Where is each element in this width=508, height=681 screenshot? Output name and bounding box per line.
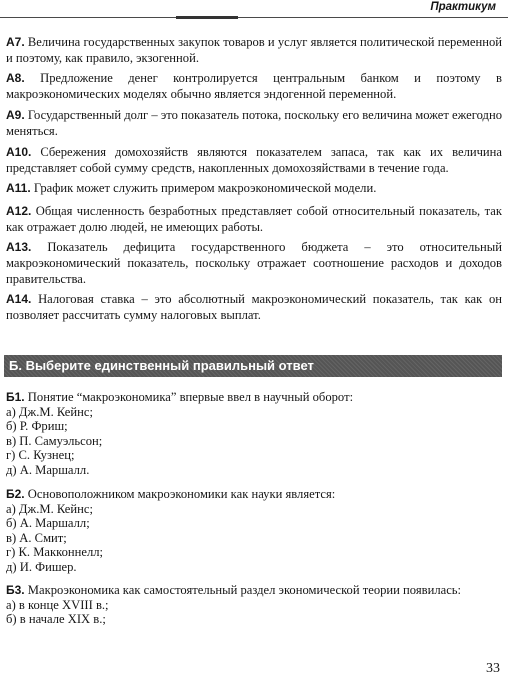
statement-text: Налоговая ставка – это абсолютный макроэкономический показатель, так как он позволяет рассчитать сумму налоговых выплат.	[6, 292, 502, 322]
statement-a10	[6, 144, 502, 176]
statement-a12	[6, 203, 502, 235]
question-text	[6, 487, 502, 502]
answer-option: б) Р. Фриш;	[6, 419, 68, 434]
statement-text: График может служить примером макроэкономической модели.	[33, 181, 377, 195]
question-stem: Макроэкономика как самостоятельный раздел экономической теории появилась:	[27, 583, 462, 597]
statement-number: A11.	[6, 181, 31, 195]
question-stem: Основоположником макроэкономики как науки является:	[27, 487, 336, 501]
answer-option: д) И. Фишер.	[6, 559, 77, 574]
answer-option: б) А. Маршалл;	[6, 516, 90, 531]
statement-a14	[6, 291, 502, 323]
statement-a7	[6, 34, 502, 66]
statement-number: A13.	[6, 240, 32, 254]
answer-option: г) К. Макконнелл;	[6, 545, 104, 560]
answer-option: а) в конце XVIII в.;	[6, 597, 109, 612]
statement-text: Показатель дефицита государственного бюджета – это относительный макроэкономический показатель, поскольку отражает соотношение расходов и доходов правительства.	[6, 240, 502, 286]
question-number: Б2.	[6, 487, 25, 501]
statement-number: A8.	[6, 71, 25, 85]
statement-text: Общая численность безработных представляет собой относительный показатель, так как отражает долю людей, не имеющих работы.	[6, 204, 502, 234]
answer-option: б) в начале XIX в.;	[6, 612, 106, 627]
statement-text: Предложение денег контролируется центральным банком и поэтому в макроэкономических моделях обычно является эндогенной переменной.	[6, 71, 502, 101]
statement-text: Сбережения домохозяйств являются показателем запаса, так как их величина представляет собой сумму средств, накопленных домохозяйствами в течение года.	[6, 145, 502, 175]
running-header-title: Практикум	[430, 1, 496, 13]
statement-number: A12.	[6, 204, 32, 218]
statement-a13	[6, 239, 502, 287]
page-number: 33	[486, 661, 500, 676]
answer-option: а) Дж.М. Кейнс;	[6, 501, 93, 516]
section-heading-band	[4, 355, 502, 377]
question-text	[6, 583, 502, 598]
statement-text: Величина государственных закупок товаров и услуг является политической переменной и поэтому, как правило, экзогенной.	[6, 35, 502, 65]
statement-a11	[6, 180, 502, 196]
answer-option: в) А. Смит;	[6, 530, 67, 545]
question-text	[6, 390, 502, 405]
header-rule	[0, 17, 508, 18]
header-rule-accent	[176, 16, 238, 19]
question-b2	[6, 487, 502, 575]
answer-option: а) Дж.М. Кейнс;	[6, 404, 93, 419]
statement-number: A10.	[6, 145, 32, 159]
answer-option: в) П. Самуэльсон;	[6, 433, 103, 448]
question-number: Б3.	[6, 583, 25, 597]
question-stem: Понятие “макроэкономика” впервые ввел в научный оборот:	[27, 390, 354, 404]
statement-number: A9.	[6, 108, 25, 122]
statement-number: A14.	[6, 292, 32, 306]
statement-number: A7.	[6, 35, 25, 49]
statement-a8	[6, 70, 502, 102]
question-number: Б1.	[6, 390, 25, 404]
statement-text: Государственный долг – это показатель потока, поскольку его величина может ежегодно меняться.	[6, 108, 502, 138]
answer-option: г) С. Кузнец;	[6, 448, 75, 463]
question-b3	[6, 583, 502, 627]
answer-option: д) А. Маршалл.	[6, 462, 90, 477]
question-b1	[6, 390, 502, 478]
statement-a9	[6, 107, 502, 139]
section-heading: Б. Выберите единственный правильный ответ	[9, 358, 314, 373]
